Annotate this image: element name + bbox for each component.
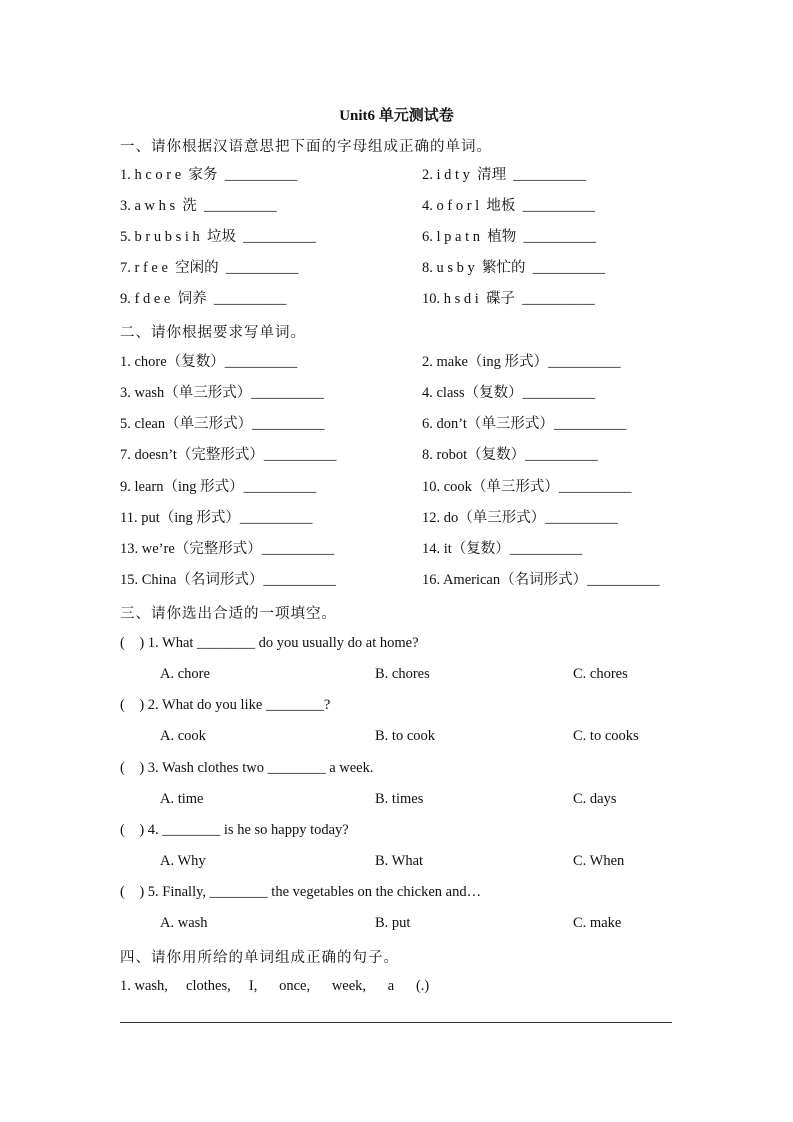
s2-item-2: 2. make（ing 形式）__________ [422,354,621,370]
s2-item-11: 11. put（ing 形式）__________ [120,510,313,526]
page-title: Unit6 单元测试卷 [339,108,454,124]
s1-item-2: 2. i d t y 清理 __________ [422,167,586,183]
q4-option-a: A. Why [160,853,206,869]
s2-item-4: 4. class（复数）__________ [422,385,596,401]
s2-item-3: 3. wash（单三形式）__________ [120,385,324,401]
s1-item-6: 6. l p a t n 植物 __________ [422,229,596,245]
s1-item-10: 10. h s d i 碟子 __________ [422,291,595,307]
q2-stem: ( ) 2. What do you like ________? [120,697,331,713]
s2-item-15: 15. China（名词形式）__________ [120,572,336,588]
q4-stem: ( ) 4. ________ is he so happy today? [120,822,349,838]
q3-option-b: B. times [375,791,424,807]
q2-option-b: B. to cook [375,728,436,744]
s1-item-4: 4. o f o r l 地板 __________ [422,198,596,214]
s1-item-7: 7. r f e e 空闲的 __________ [120,260,299,276]
q3-option-a: A. time [160,791,204,807]
answer-writing-line [120,1022,672,1023]
s2-item-5: 5. clean（单三形式）__________ [120,416,325,432]
s2-item-7: 7. doesn’t（完整形式）__________ [120,447,337,463]
s2-item-9: 9. learn（ing 形式）__________ [120,479,317,495]
q3-stem: ( ) 3. Wash clothes two ________ a week. [120,760,374,776]
section2-heading: 二、请你根据要求写单词。 [120,325,306,341]
q1-stem: ( ) 1. What ________ do you usually do at home? [120,635,419,651]
q4-option-c: C. When [573,853,625,869]
q5-option-b: B. put [375,915,411,931]
s2-item-10: 10. cook（单三形式）__________ [422,479,632,495]
s1-item-5: 5. b r u b s i h 垃圾 __________ [120,229,316,245]
q5-option-a: A. wash [160,915,208,931]
section4-heading: 四、请你用所给的单词组成正确的句子。 [120,950,399,966]
section3-heading: 三、请你选出合适的一项填空。 [120,606,337,622]
s2-item-8: 8. robot（复数）__________ [422,447,598,463]
s2-item-12: 12. do（单三形式）__________ [422,510,618,526]
q5-option-c: C. make [573,915,622,931]
q5-stem: ( ) 5. Finally, ________ the vegetables on the chicken and… [120,884,482,900]
q1-option-b: B. chores [375,666,430,682]
s2-item-16: 16. American（名词形式）__________ [422,572,660,588]
q4-option-b: B. What [375,853,424,869]
section1-heading: 一、请你根据汉语意思把下面的字母组成正确的单词。 [120,139,492,155]
s4-item-1: 1. wash, clothes, I, once, week, a (.) [120,978,430,994]
s1-item-1: 1. h c o r e 家务 __________ [120,167,298,183]
s2-item-14: 14. it（复数）__________ [422,541,583,557]
s1-item-8: 8. u s b y 繁忙的 __________ [422,260,606,276]
q2-option-a: A. cook [160,728,206,744]
s2-item-6: 6. don’t（单三形式）__________ [422,416,627,432]
s1-item-9: 9. f d e e 饲养 __________ [120,291,287,307]
q1-option-c: C. chores [573,666,628,682]
s2-item-1: 1. chore（复数）__________ [120,354,298,370]
s2-item-13: 13. we’re（完整形式）__________ [120,541,335,557]
q3-option-c: C. days [573,791,617,807]
s1-item-3: 3. a w h s 洗 __________ [120,198,277,214]
q2-option-c: C. to cooks [573,728,639,744]
q1-option-a: A. chore [160,666,210,682]
